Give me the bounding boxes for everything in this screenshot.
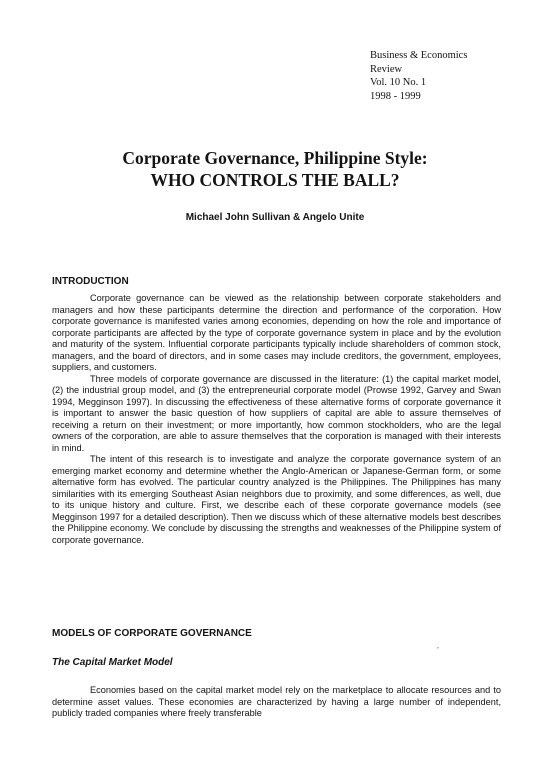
models-heading: MODELS OF CORPORATE GOVERNANCE (52, 628, 252, 639)
authors: Michael John Sullivan & Angelo Unite (185, 212, 365, 223)
paragraph: The intent of this research is to investigate and analyze the corporate governance system of an emerging market economy and determine whether the Anglo-American or Japanese-German form, or some alternative form has evolved. The particular country analyzed is the Philippines. The Philippines has many similarities with its emerging Southeast Asian neighbors due to proximity, and some differences, as well, due to its unique history and culture. First, we describe each of these corporate governance models (see Megginson 1997 for a detailed description). Then we discuss which of these alternative models best describes the Philippine economy. We conclude by discussing the strengths and weaknesses of the Philippine system of corporate governance. (52, 454, 501, 545)
journal-info (370, 49, 520, 103)
journal-name-line2: Review (370, 63, 403, 75)
models-body (52, 685, 501, 720)
introduction-body (52, 293, 501, 546)
capital-market-model-subheading: The Capital Market Model (52, 657, 173, 668)
paragraph: Three models of corporate governance are discussed in the literature: (1) the capital market model, (2) the industrial group model, and (3) the entrepreneurial corporate model (Prowse 1992, Garvey and Swan 1994, Megginson 1997). In discussing the effectiveness of these alternative forms of corporate governance it is important to answer the basic question of how suppliers of capital are able to assure themselves of receiving a return on their investment; or more importantly, how common stockholders, who are the legal owners of the corporation, are able to assure themselves that the corporation is managed with their interests in mind. (52, 373, 501, 453)
title-line-2: WHO CONTROLS THE BALL? (150, 170, 400, 190)
stray-mark: ’ (437, 646, 439, 655)
introduction-heading: INTRODUCTION (52, 276, 129, 287)
paragraph: Economies based on the capital market model rely on the marketplace to allocate resources and to determine asset values. These economies are characterized by having a large number of independent, publicly traded companies where freely transferable (52, 685, 501, 718)
journal-years: 1998 - 1999 (370, 90, 421, 102)
journal-name: Business & Economics (370, 50, 468, 61)
paper-title (0, 147, 550, 191)
paragraph: Corporate governance can be viewed as the relationship between corporate stakeholders and managers and how these participants determine the direction and performance of the corporation. How corporate governance is manifested varies among economies, depending on how the role and importance of corporate participants are affected by the type of corporate governance system in place and by the evolution and maturity of the system. Influential corporate participants typically include shareholders of common stock, managers, and the board of directors, and in some cases may include creditors, the government, employees, suppliers, and customers. (52, 293, 501, 372)
title-line-1: Corporate Governance, Philippine Style: (122, 148, 428, 168)
journal-volume: Vol. 10 No. 1 (370, 77, 427, 88)
